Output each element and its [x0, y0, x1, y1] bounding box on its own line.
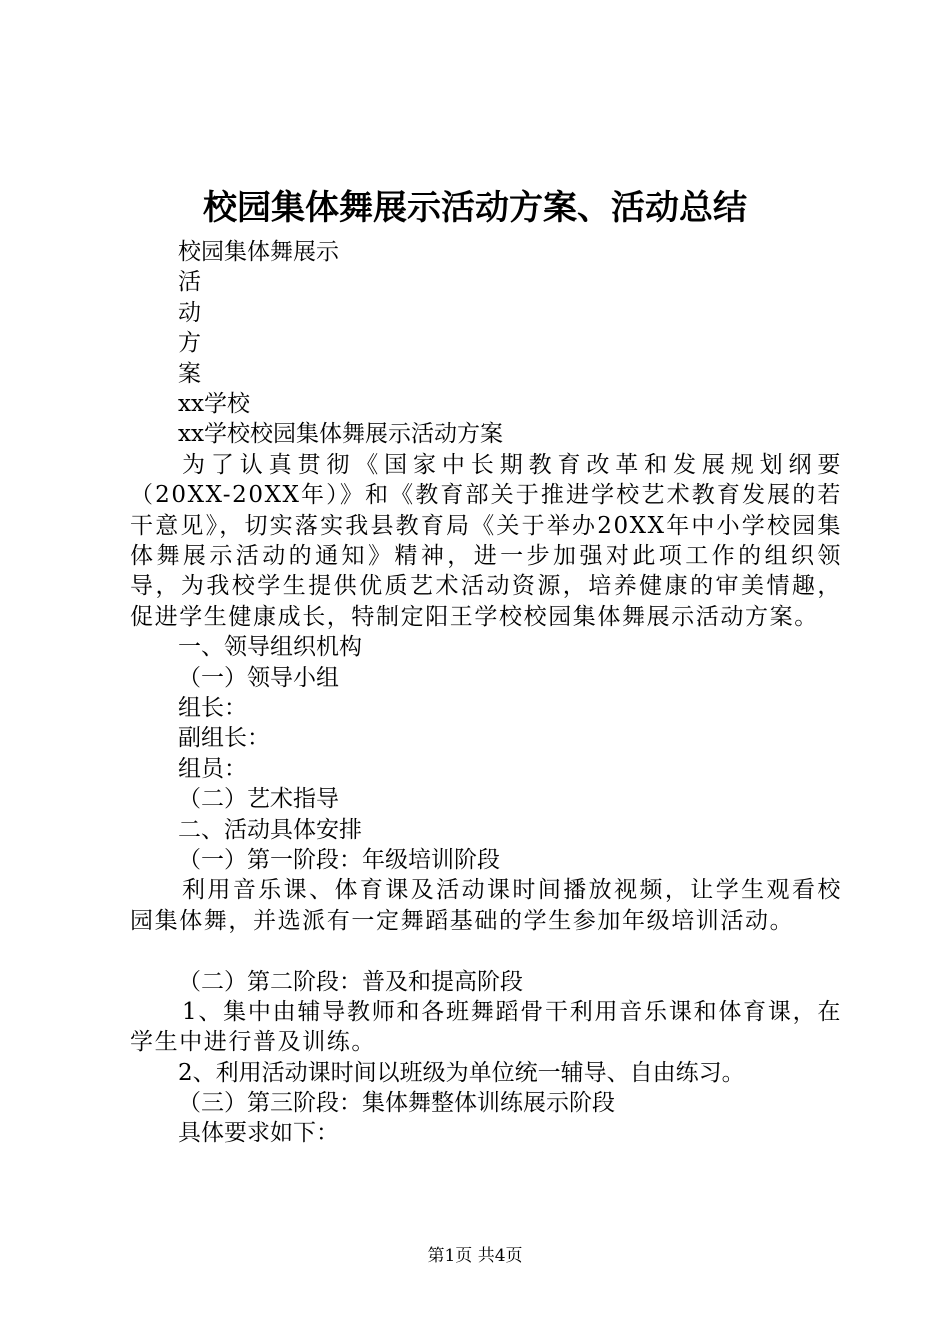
stage-two-heading: （二）第二阶段：普及和提高阶段 [178, 968, 523, 995]
stage-two-item-1: 1、集中由辅导教师和各班舞蹈骨干利用音乐课和体育课，在学生中进行普及训练。 [130, 998, 842, 1056]
vice-leader-line: 副组长： [178, 725, 270, 752]
heading-line: 校园集体舞展示 [178, 239, 339, 265]
document-body [130, 237, 842, 1149]
heading-char: 活 [178, 269, 201, 296]
requirements-line: 具体要求如下： [178, 1120, 339, 1147]
subsection-leadership: （一）领导小组 [178, 664, 339, 691]
heading-char: 动 [178, 299, 201, 326]
leader-line: 组长： [178, 694, 247, 721]
stage-one-heading: （一）第一阶段：年级培训阶段 [178, 846, 500, 873]
intro-paragraph: 为了认真贯彻《国家中长期教育改革和发展规划纲要（20XX-20XX年）》和《教育部关于推进学校艺术教育发展的若干意见》，切实落实我县教育局《关于举办20XX年中小学校园集体舞展示活动的通知》精神，进一步加强对此项工作的组织领导，为我校学生提供优质艺术活动资源，培养健康的审美情趣，促进学生健康成长，特制定阳王学校校园集体舞展示活动方案。 [130, 451, 842, 630]
stage-two-item-2: 2、利用活动课时间以班级为单位统一辅导、自由练习。 [178, 1059, 745, 1086]
stage-three-heading: （三）第三阶段：集体舞整体训练展示阶段 [178, 1090, 615, 1117]
section-heading-1: 一、领导组织机构 [178, 634, 362, 661]
stage-one-paragraph: 利用音乐课、体育课及活动课时间播放视频，让学生观看校园集体舞，并选派有一定舞蹈基础的学生参加年级培训活动。 [130, 877, 842, 934]
heading-char: 案 [178, 360, 201, 387]
blank-line [130, 936, 842, 966]
page-footer: 第1页 共4页 [427, 1246, 523, 1266]
member-line: 组员： [178, 755, 247, 782]
heading-char: 方 [178, 330, 201, 357]
subsection-art-guidance: （二）艺术指导 [178, 786, 339, 813]
document-title: 校园集体舞展示活动方案、活动总结 [203, 188, 747, 228]
plan-title: xx学校校园集体舞展示活动方案 [178, 421, 503, 448]
school-name: xx学校 [178, 390, 250, 417]
section-heading-2: 二、活动具体安排 [178, 816, 362, 843]
